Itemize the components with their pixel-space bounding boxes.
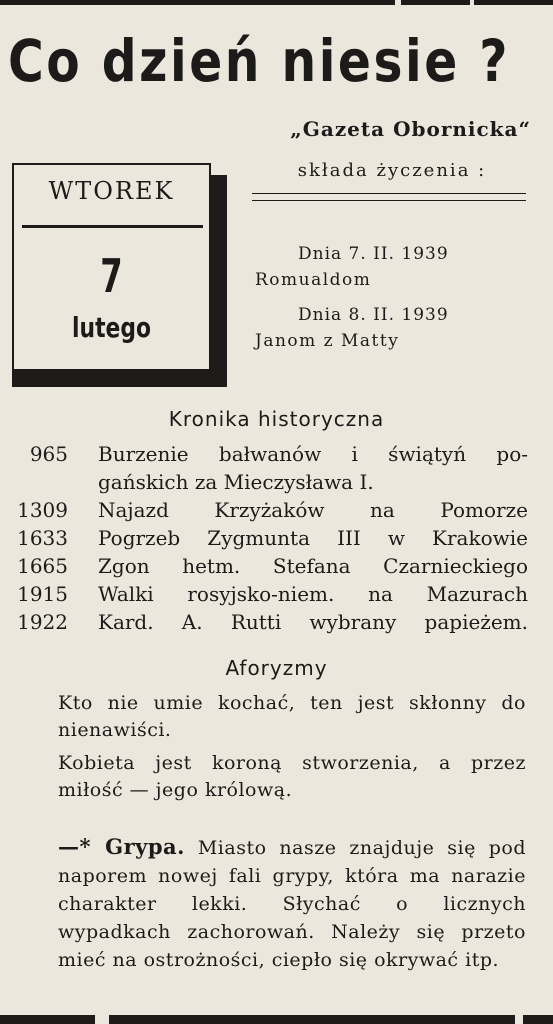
double-rule xyxy=(252,193,526,201)
calendar-shadow-right xyxy=(211,175,227,371)
calendar-month: lutego xyxy=(72,311,151,344)
calendar-shadow-bottom xyxy=(12,371,227,387)
chronicle-entry xyxy=(0,524,553,552)
chronicle-event: Pogrzeb Zygmunta III w Krakowie xyxy=(98,526,528,550)
wishes-caption: składa życzenia : xyxy=(297,160,487,181)
chronicle-entry xyxy=(0,608,553,636)
chronicle-title: Kronika historyczna xyxy=(168,407,385,431)
aphorisms-title: Aforyzmy xyxy=(225,656,328,680)
calendar-divider xyxy=(22,225,203,228)
news-body: Miasto nasze znajduje się pod naporem nowej fali grypy, która ma narazie charakter lekki. Słychać o licznych wypadkach zachorowań. Należy się przeto mieć na ostrożności, ciepło się okrywać itp. xyxy=(58,837,526,971)
chronicle-year: 1633 xyxy=(17,526,68,550)
chronicle-year: 1922 xyxy=(17,610,68,634)
chronicle-event: Zgon hetm. Stefana Czarnieckiego xyxy=(98,554,528,578)
aphorism-2 xyxy=(14,750,526,804)
calendar-card xyxy=(12,163,211,371)
news-item xyxy=(14,833,526,974)
chronicle-entry-continued xyxy=(0,468,553,496)
chronicle-event: gańskich za Mieczysława I. xyxy=(98,470,374,494)
news-paragraph xyxy=(14,833,526,974)
bottom-rule xyxy=(0,1015,553,1024)
column-title: Co dzień niesie ? xyxy=(8,27,511,95)
chronicle-entry xyxy=(0,580,553,608)
chronicle-event: Najazd Krzyżaków na Pomorze xyxy=(98,498,528,522)
nameday-names-1: Romualdom xyxy=(255,270,372,290)
calendar-day-number: 7 xyxy=(100,249,123,303)
aphorism-text: Kto nie umie kochać, ten jest skłonny do nienawiści. xyxy=(58,692,526,741)
chronicle-event: Kard. A. Rutti wybrany papieżem. xyxy=(98,610,528,634)
chronicle-year: 1915 xyxy=(17,582,68,606)
aphorism-text: Kobieta jest koroną stworzenia, a przez miłość — jego królową. xyxy=(58,752,526,801)
nameday-names-2: Janom z Matty xyxy=(255,331,400,351)
chronicle-entry xyxy=(0,552,553,580)
newspaper-name: „Gazeta Obornicka“ xyxy=(290,117,531,141)
top-rule xyxy=(0,0,553,5)
chronicle-year: 1309 xyxy=(17,498,68,522)
chronicle-event: Walki rosyjsko-niem. na Mazurach xyxy=(98,582,528,606)
aphorism-1 xyxy=(14,690,526,744)
nameday-date-1: Dnia 7. II. 1939 xyxy=(298,244,449,264)
chronicle-year: 1665 xyxy=(17,554,68,578)
chronicle-event: Burzenie bałwanów i świątyń po- xyxy=(98,442,528,466)
news-lead: —* Grypa. xyxy=(58,834,185,859)
chronicle-year: 965 xyxy=(29,442,68,466)
chronicle-entry xyxy=(0,440,553,468)
chronicle-list xyxy=(0,440,553,636)
calendar-weekday: WTOREK xyxy=(48,177,175,205)
chronicle-entry xyxy=(0,496,553,524)
nameday-date-2: Dnia 8. II. 1939 xyxy=(298,305,449,325)
